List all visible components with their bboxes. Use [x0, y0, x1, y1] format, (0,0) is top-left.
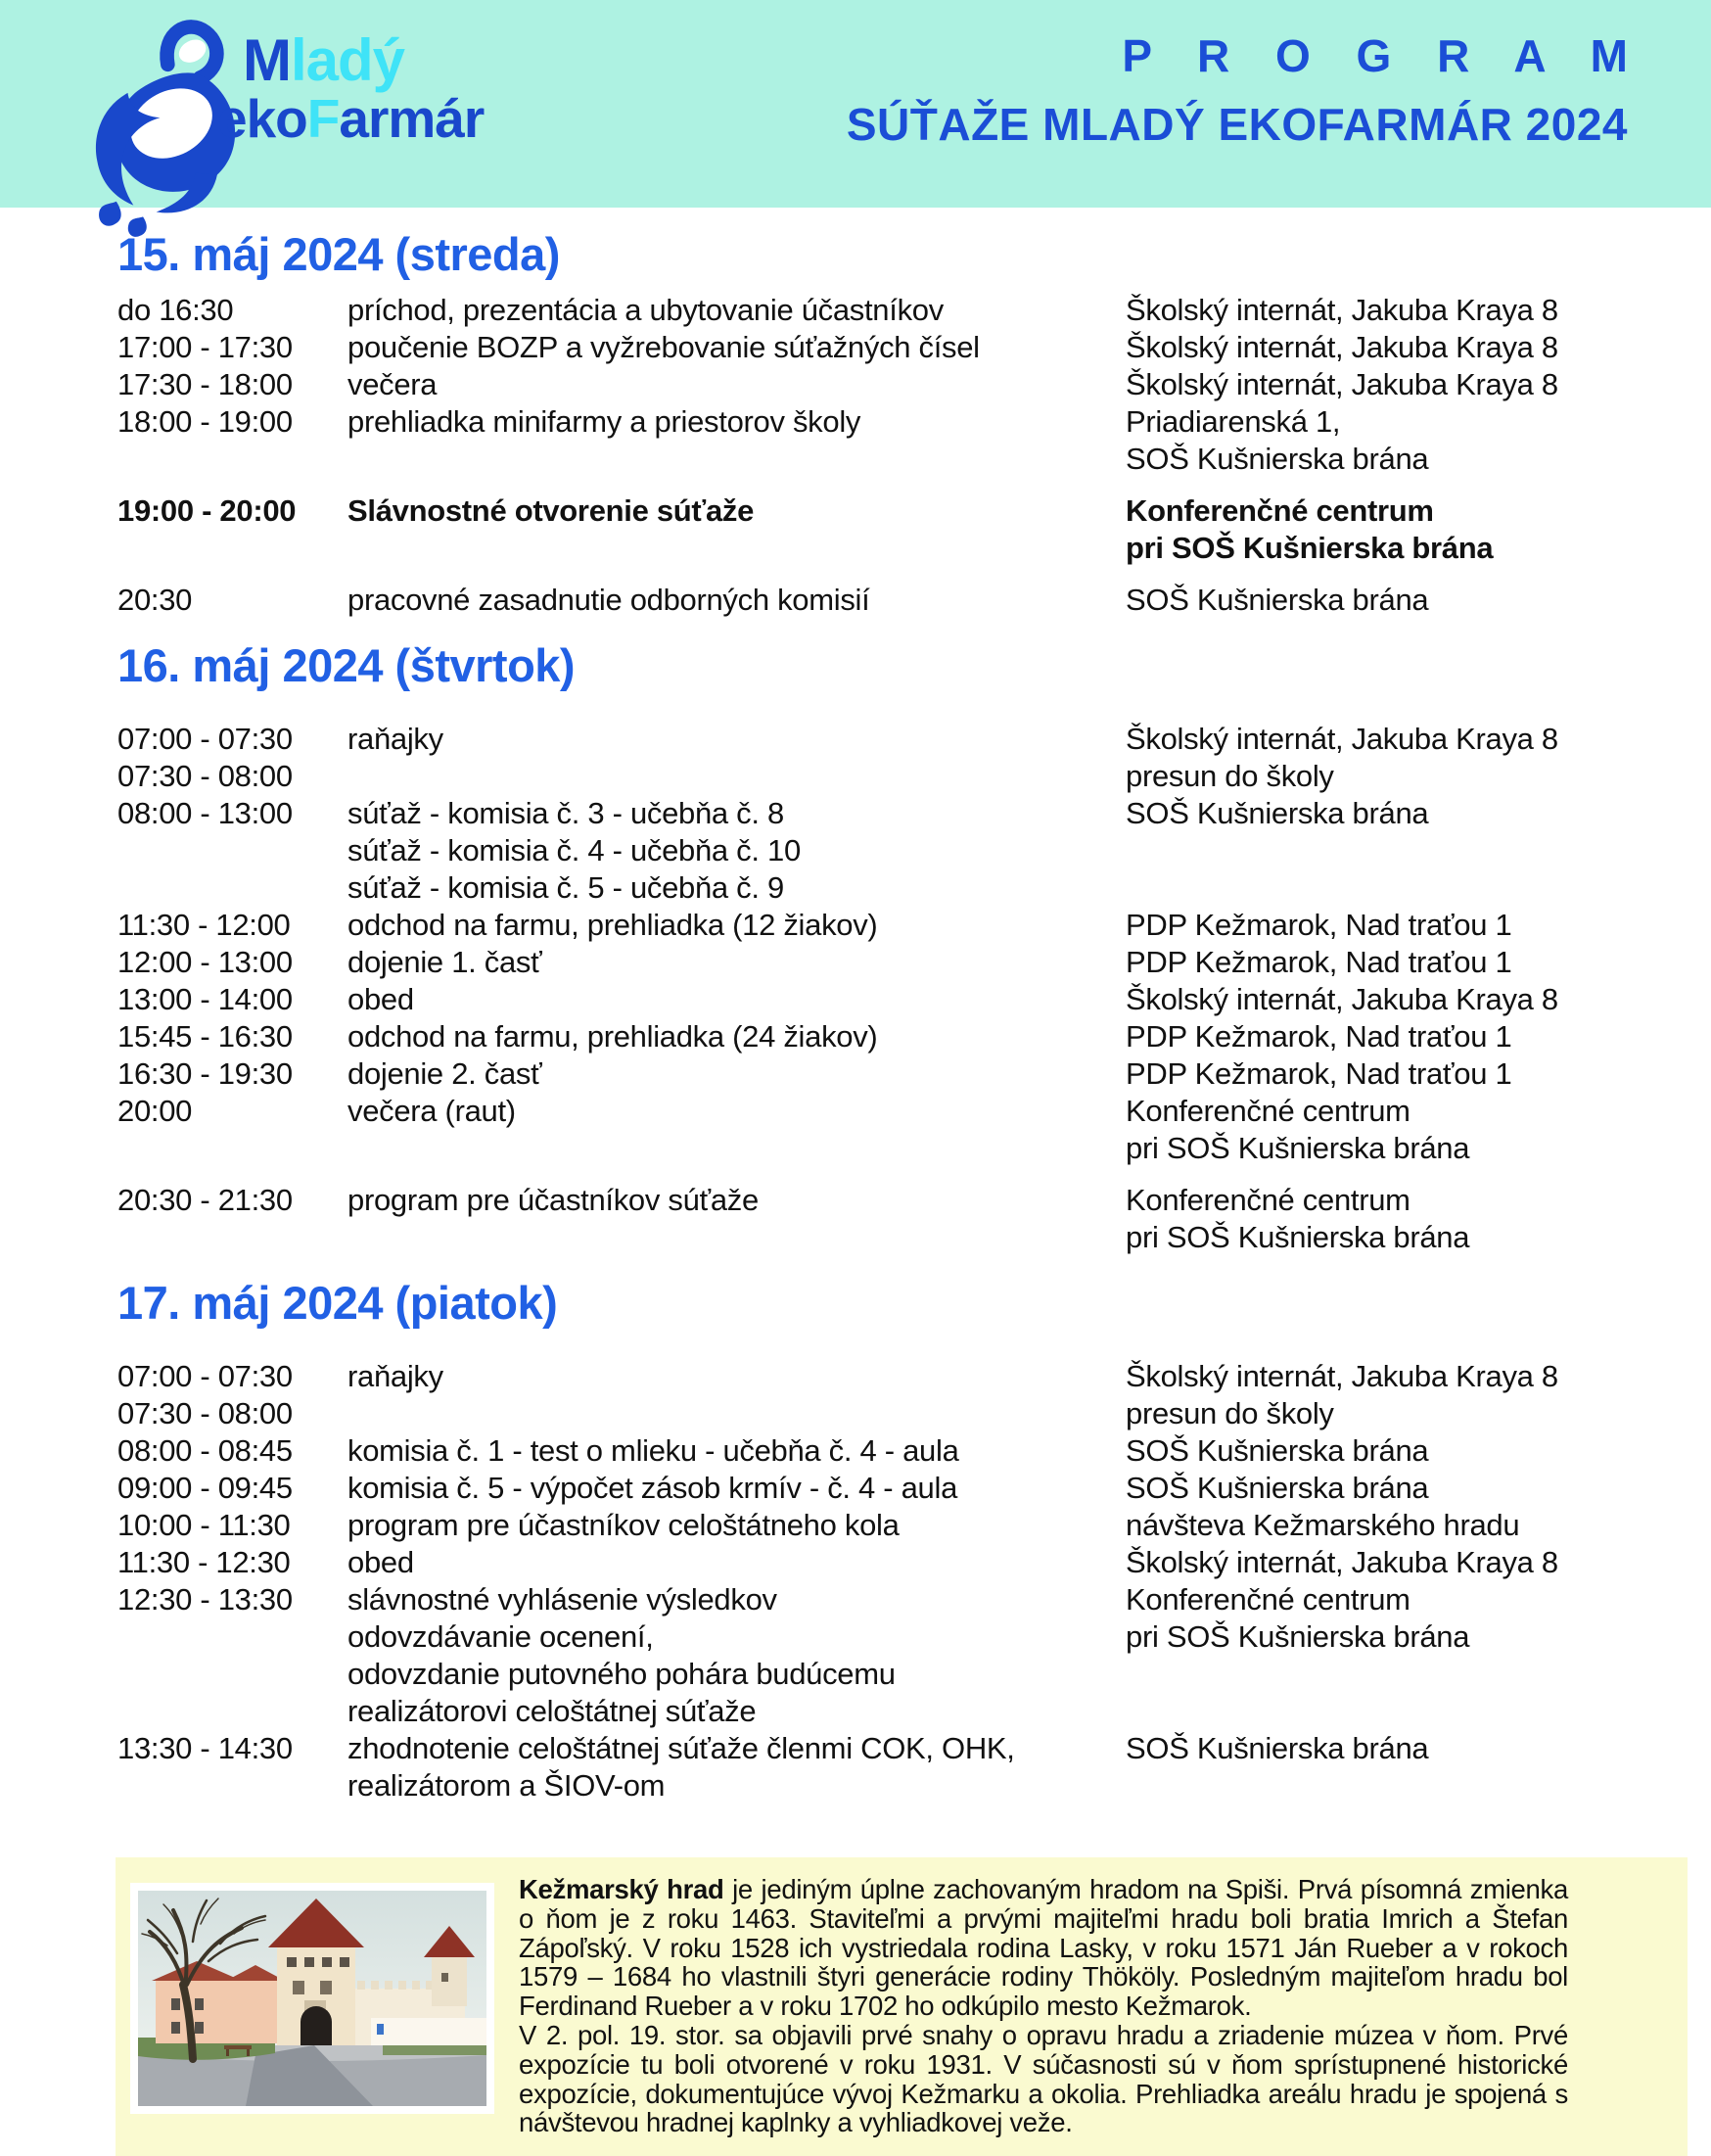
- activity-cell: [347, 1358, 1126, 1395]
- time-cell: do 16:30: [117, 293, 234, 327]
- location-cell: [1126, 981, 1652, 1018]
- activity-cell: [347, 1055, 1126, 1093]
- activity-line: poučenie BOZP a vyžrebovanie súťažných čísel: [347, 330, 980, 364]
- castle-paragraph-2: V 2. pol. 19. stor. sa objavili prvé snahy o opravu hradu a zriadenie múzea v ňom. Prvé expozície tu boli otvorené v roku 1931. V súčasnosti sú v ňom sprístupnené historické expozície, dokumentujúce vývoj Kežmarku a okolia. Prehliadka areálu hradu je spojená s návštevou hradnej kaplnky a vyhliadkovej veže.: [519, 2019, 1568, 2138]
- location-line: Priadiarenská 1,: [1126, 404, 1341, 439]
- location-line: Školský internát, Jakuba Kraya 8: [1126, 1359, 1558, 1393]
- schedule-row: [117, 721, 1652, 758]
- activity-line: odovzdanie putovného pohára budúcemu: [347, 1657, 896, 1691]
- time-cell: 07:00 - 07:30: [117, 722, 293, 756]
- activity-line: pracovné zasadnutie odborných komisií: [347, 583, 870, 617]
- day-heading: 15. máj 2024 (streda): [117, 228, 560, 280]
- location-cell: [1126, 292, 1652, 329]
- activity-cell: [347, 1395, 1126, 1432]
- location-cell: [1126, 1581, 1652, 1730]
- location-line: SOŠ Kušnierska brána: [1126, 442, 1429, 476]
- logo-letter-group: F: [306, 88, 340, 149]
- time-cell: 12:00 - 13:00: [117, 945, 293, 979]
- time-cell: 08:00 - 13:00: [117, 796, 293, 830]
- time-cell: 11:30 - 12:30: [117, 1545, 291, 1579]
- location-line: pri SOŠ Kušnierska brána: [1126, 1619, 1470, 1654]
- header-band: [0, 0, 1711, 208]
- schedule-row: [117, 758, 1652, 795]
- location-cell: [1126, 366, 1652, 403]
- activity-cell: [347, 1182, 1126, 1256]
- logo-letter-group: eko: [217, 88, 307, 149]
- location-cell: [1126, 1470, 1652, 1507]
- activity-line: súťaž - komisia č. 4 - učebňa č. 10: [347, 833, 801, 867]
- activity-line: zhodnotenie celoštátnej súťaže členmi COK, OHK,: [347, 1731, 1015, 1765]
- activity-line: raňajky: [347, 722, 443, 756]
- activity-line: prehliadka minifarmy a priestorov školy: [347, 404, 861, 439]
- location-line: Školský internát, Jakuba Kraya 8: [1126, 330, 1558, 364]
- schedule-row: [117, 1470, 1652, 1507]
- time-cell: 13:30 - 14:30: [117, 1731, 293, 1765]
- location-cell: [1126, 1018, 1652, 1055]
- activity-line: dojenie 1. časť: [347, 945, 542, 979]
- activity-cell: [347, 1470, 1126, 1507]
- activity-cell: [347, 292, 1126, 329]
- logo-word-1: [243, 27, 484, 93]
- page-title: SÚŤAŽE MLADÝ EKOFARMÁR 2024: [846, 99, 1628, 150]
- location-cell: [1126, 1055, 1652, 1093]
- time-cell: 20:00: [117, 1094, 193, 1128]
- location-cell: [1126, 795, 1652, 907]
- time-cell: 20:30 - 21:30: [117, 1183, 293, 1217]
- activity-line: odovzdávanie ocenení,: [347, 1619, 654, 1654]
- schedule-row: [117, 492, 1652, 567]
- location-line: PDP Kežmarok, Nad traťou 1: [1126, 1056, 1512, 1091]
- activity-cell: [347, 795, 1126, 907]
- location-cell: [1126, 582, 1652, 619]
- day-heading: 16. máj 2024 (štvrtok): [117, 639, 576, 691]
- activity-line: komisia č. 1 - test o mlieku - učebňa č. 4 - aula: [347, 1433, 959, 1468]
- activity-cell: [347, 366, 1126, 403]
- location-line: Školský internát, Jakuba Kraya 8: [1126, 722, 1558, 756]
- activity-line: komisia č. 5 - výpočet zásob krmív - č. 4 - aula: [347, 1471, 958, 1505]
- activity-line: odchod na farmu, prehliadka (24 žiakov): [347, 1019, 878, 1054]
- location-cell: [1126, 1544, 1652, 1581]
- location-cell: [1126, 1395, 1652, 1432]
- location-cell: [1126, 907, 1652, 944]
- logo-letter-group: M: [243, 27, 291, 93]
- location-line: Konferenčné centrum: [1126, 1183, 1410, 1217]
- activity-line: večera (raut): [347, 1094, 516, 1128]
- castle-paragraph-1-text: je jediným úplne zachovaným hradom na Spiši. Prvá písomná zmienka o ňom je z roku 1463. Staviteľmi a prvými majiteľmi hradu boli bratia Imrich a Štefan Zápoľský. V roku 1528 ich vystriedala rodina Lasky, v roku 1571 Ján Rueber a v rokoch 1579 – 1684 ho vlastnili štyri generácie rodiny Thököly. Posledným majiteľom hradu bol Ferdinand Rueber a v roku 1702 ho odkúpilo mesto Kežmarok.: [519, 1874, 1568, 2022]
- schedule-row: [117, 1055, 1652, 1093]
- schedule-row: [117, 1544, 1652, 1581]
- activity-line: súťaž - komisia č. 3 - učebňa č. 8: [347, 796, 784, 830]
- time-cell: 07:30 - 08:00: [117, 1396, 293, 1430]
- location-cell: [1126, 403, 1652, 478]
- activity-line: večera: [347, 367, 438, 401]
- castle-info-panel: [116, 1857, 1688, 2156]
- time-cell: 20:30: [117, 583, 193, 617]
- castle-paragraph-1: [519, 1875, 1568, 2021]
- location-line: presun do školy: [1126, 1396, 1334, 1430]
- castle-photo-image: [138, 1891, 486, 2106]
- activity-cell: [347, 907, 1126, 944]
- location-line: PDP Kežmarok, Nad traťou 1: [1126, 1019, 1512, 1054]
- schedule-row: [117, 1358, 1652, 1395]
- time-cell: 12:30 - 13:30: [117, 1582, 293, 1617]
- schedule: [117, 208, 1652, 1804]
- activity-line: príchod, prezentácia a ubytovanie účastníkov: [347, 293, 944, 327]
- schedule-row: [117, 981, 1652, 1018]
- time-cell: 19:00 - 20:00: [117, 493, 297, 528]
- activity-line: Slávnostné otvorenie súťaže: [347, 493, 755, 528]
- location-line: SOŠ Kušnierska brána: [1126, 1433, 1429, 1468]
- logo-text: [217, 27, 485, 149]
- schedule-row: [117, 907, 1652, 944]
- location-cell: [1126, 329, 1652, 366]
- activity-cell: [347, 1093, 1126, 1167]
- location-line: Školský internát, Jakuba Kraya 8: [1126, 982, 1558, 1016]
- activity-cell: [347, 944, 1126, 981]
- castle-photo: [130, 1883, 494, 2114]
- time-cell: 07:30 - 08:00: [117, 759, 293, 793]
- schedule-row: [117, 1730, 1652, 1804]
- time-cell: 17:00 - 17:30: [117, 330, 293, 364]
- location-cell: [1126, 721, 1652, 758]
- schedule-row: [117, 1018, 1652, 1055]
- location-line: PDP Kežmarok, Nad traťou 1: [1126, 945, 1512, 979]
- logo-letter-group: ladý: [290, 27, 405, 93]
- time-cell: 17:30 - 18:00: [117, 367, 293, 401]
- location-line: presun do školy: [1126, 759, 1334, 793]
- day-heading: 17. máj 2024 (piatok): [117, 1277, 558, 1329]
- activity-cell: [347, 721, 1126, 758]
- location-line: PDP Kežmarok, Nad traťou 1: [1126, 908, 1512, 942]
- activity-line: dojenie 2. časť: [347, 1056, 542, 1091]
- location-line: Konferenčné centrum: [1126, 1582, 1410, 1617]
- activity-line: realizátorovi celoštátnej súťaže: [347, 1694, 757, 1728]
- time-cell: 10:00 - 11:30: [117, 1508, 291, 1542]
- program-label: P R O G R A M: [1122, 30, 1644, 81]
- activity-line: raňajky: [347, 1359, 443, 1393]
- schedule-row: [117, 366, 1652, 403]
- location-cell: [1126, 492, 1652, 567]
- schedule-row: [117, 1093, 1652, 1167]
- activity-cell: [347, 1544, 1126, 1581]
- time-cell: 13:00 - 14:00: [117, 982, 293, 1016]
- location-cell: [1126, 1182, 1652, 1256]
- location-cell: [1126, 1093, 1652, 1167]
- activity-cell: [347, 758, 1126, 795]
- activity-cell: [347, 1432, 1126, 1470]
- activity-cell: [347, 1581, 1126, 1730]
- activity-cell: [347, 492, 1126, 567]
- location-cell: [1126, 1358, 1652, 1395]
- schedule-row: [117, 1182, 1652, 1256]
- location-line: Konferenčné centrum: [1126, 493, 1434, 528]
- time-cell: 18:00 - 19:00: [117, 404, 293, 439]
- castle-description: [519, 1875, 1568, 2137]
- activity-line: odchod na farmu, prehliadka (12 žiakov): [347, 908, 878, 942]
- logo-letter-group: armár: [339, 88, 485, 149]
- location-line: Konferenčné centrum: [1126, 1094, 1410, 1128]
- location-line: SOŠ Kušnierska brána: [1126, 1731, 1429, 1765]
- schedule-row: [117, 1581, 1652, 1730]
- activity-cell: [347, 329, 1126, 366]
- activity-cell: [347, 1507, 1126, 1544]
- location-line: pri SOŠ Kušnierska brána: [1126, 531, 1494, 565]
- location-line: Školský internát, Jakuba Kraya 8: [1126, 293, 1558, 327]
- schedule-row: [117, 582, 1652, 619]
- location-cell: [1126, 944, 1652, 981]
- activity-cell: [347, 1018, 1126, 1055]
- activity-cell: [347, 403, 1126, 478]
- activity-line: realizátorom a ŠIOV-om: [347, 1768, 666, 1803]
- location-line: SOŠ Kušnierska brána: [1126, 583, 1429, 617]
- location-cell: [1126, 1730, 1652, 1804]
- location-line: SOŠ Kušnierska brána: [1126, 1471, 1429, 1505]
- time-cell: 15:45 - 16:30: [117, 1019, 293, 1054]
- time-cell: 09:00 - 09:45: [117, 1471, 293, 1505]
- activity-line: slávnostné vyhlásenie výsledkov: [347, 1582, 777, 1617]
- location-cell: [1126, 758, 1652, 795]
- time-cell: 11:30 - 12:00: [117, 908, 291, 942]
- activity-line: program pre účastníkov súťaže: [347, 1183, 759, 1217]
- location-line: pri SOŠ Kušnierska brána: [1126, 1220, 1470, 1254]
- location-cell: [1126, 1507, 1652, 1544]
- location-line: Školský internát, Jakuba Kraya 8: [1126, 1545, 1558, 1579]
- title-block: [846, 29, 1644, 151]
- activity-cell: [347, 582, 1126, 619]
- activity-line: súťaž - komisia č. 5 - učebňa č. 9: [347, 870, 784, 905]
- activity-line: program pre účastníkov celoštátneho kola: [347, 1508, 900, 1542]
- schedule-row: [117, 1395, 1652, 1432]
- schedule-row: [117, 292, 1652, 329]
- time-cell: 08:00 - 08:45: [117, 1433, 293, 1468]
- time-cell: 07:00 - 07:30: [117, 1359, 293, 1393]
- location-cell: [1126, 1432, 1652, 1470]
- time-cell: 16:30 - 19:30: [117, 1056, 293, 1091]
- location-line: SOŠ Kušnierska brána: [1126, 796, 1429, 830]
- logo: [76, 6, 585, 221]
- schedule-row: [117, 403, 1652, 478]
- activity-cell: [347, 981, 1126, 1018]
- schedule-row: [117, 329, 1652, 366]
- schedule-row: [117, 1432, 1652, 1470]
- activity-cell: [347, 1730, 1126, 1804]
- schedule-row: [117, 1507, 1652, 1544]
- location-line: pri SOŠ Kušnierska brána: [1126, 1131, 1470, 1165]
- schedule-row: [117, 944, 1652, 981]
- location-line: návšteva Kežmarského hradu: [1126, 1508, 1520, 1542]
- activity-line: obed: [347, 982, 414, 1016]
- activity-line: obed: [347, 1545, 414, 1579]
- schedule-row: [117, 795, 1652, 907]
- castle-name: Kežmarský hrad: [519, 1874, 724, 1904]
- location-line: Školský internát, Jakuba Kraya 8: [1126, 367, 1558, 401]
- logo-word-2: [217, 88, 485, 149]
